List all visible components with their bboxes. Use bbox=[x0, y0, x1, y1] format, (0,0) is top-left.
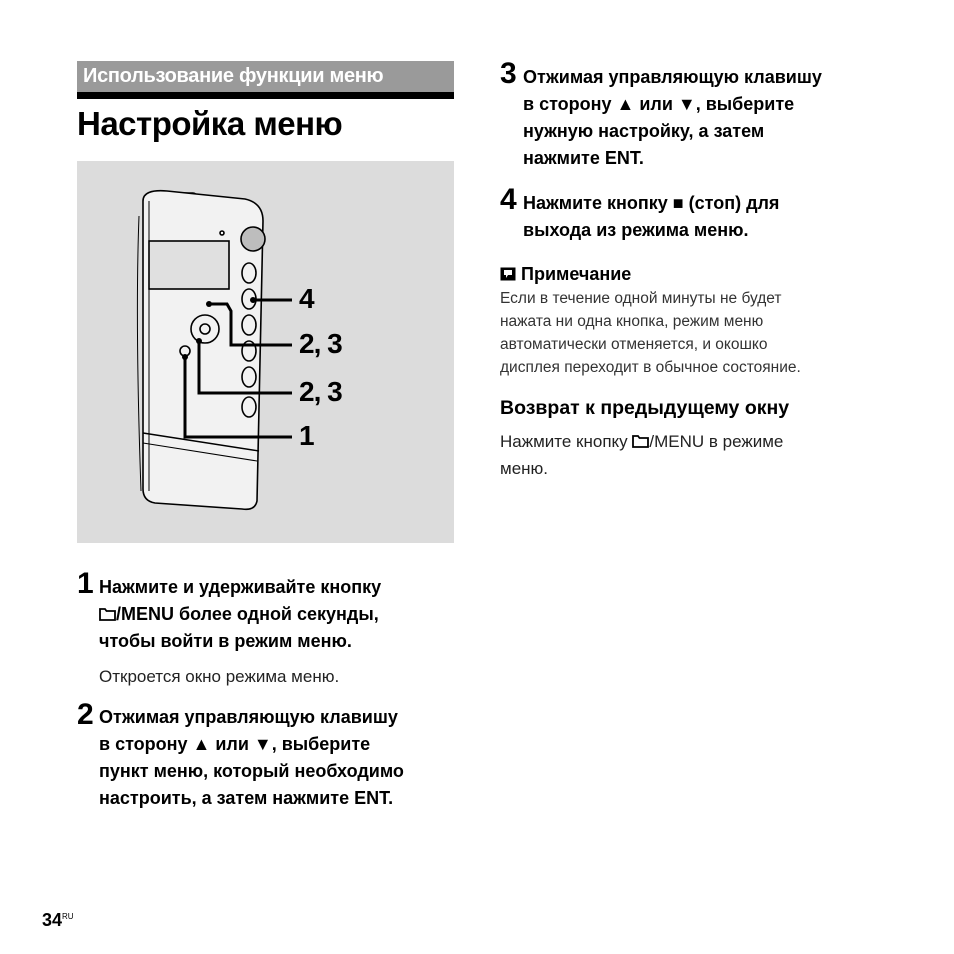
page-number bbox=[42, 910, 74, 931]
note-icon bbox=[500, 267, 516, 281]
note-title-text: Примечание bbox=[521, 264, 632, 284]
return-line-1 bbox=[500, 428, 783, 455]
callout-step-1: 1 bbox=[299, 420, 314, 451]
step-2-line-3: пункт меню, который необходимо bbox=[99, 761, 404, 781]
section-header: Использование функции меню bbox=[83, 65, 384, 87]
step-1-number: 1 bbox=[77, 567, 94, 600]
note-line-4: дисплея переходит в обычное состояние. bbox=[500, 359, 801, 376]
note-line-1: Если в течение одной минуты не будет bbox=[500, 290, 782, 307]
step-4-text bbox=[523, 190, 779, 244]
step-1-line-3: чтобы войти в режим меню. bbox=[99, 631, 352, 651]
step-2-text bbox=[99, 704, 404, 812]
return-line-1-before: Нажмите кнопку bbox=[500, 432, 633, 451]
step-4-number: 4 bbox=[500, 183, 517, 216]
page-title: Настройка меню bbox=[77, 105, 343, 142]
step-1-text bbox=[99, 574, 381, 655]
callout-step-2-3-b: 2, 3 bbox=[299, 376, 342, 407]
step-3-number: 3 bbox=[500, 57, 517, 90]
page-number-value: 34 bbox=[42, 910, 63, 930]
step-3-line-1: Отжимая управляющую клавишу bbox=[523, 67, 822, 87]
step-3-line-2: в сторону ▲ или ▼, выберите bbox=[523, 94, 795, 114]
device-illustration bbox=[77, 161, 454, 543]
step-4-line-1: Нажмите кнопку ■ (стоп) для bbox=[523, 193, 780, 213]
section-header-bar bbox=[77, 61, 454, 99]
note-line-2: нажата ни одна кнопка, режим меню bbox=[500, 313, 764, 330]
step-1-result: Откроется окно режима меню. bbox=[99, 667, 340, 686]
step-4-line-2: выхода из режима меню. bbox=[523, 220, 749, 240]
return-heading: Возврат к предыдущему окну bbox=[500, 397, 790, 419]
step-2-line-4: настроить, а затем нажмите ENT. bbox=[99, 788, 394, 808]
folder-icon bbox=[632, 435, 649, 448]
folder-icon bbox=[99, 608, 116, 621]
return-line-1-after: /MENU в режиме bbox=[649, 432, 784, 451]
step-3-line-3: нужную настройку, а затем bbox=[523, 121, 765, 141]
step-3-text bbox=[523, 64, 822, 172]
step-1-line-2 bbox=[99, 601, 381, 628]
step-2-line-1: Отжимая управляющую клавишу bbox=[99, 707, 398, 727]
callout-step-4: 4 bbox=[299, 283, 314, 314]
return-line-2: меню. bbox=[500, 459, 549, 478]
note-body bbox=[500, 287, 801, 379]
callout-step-2-3-a: 2, 3 bbox=[299, 328, 342, 359]
step-3-line-4: нажмите ENT. bbox=[523, 148, 644, 168]
note-line-3: автоматически отменяется, и окошко bbox=[500, 336, 768, 353]
page-language: RU bbox=[62, 912, 74, 921]
note-title bbox=[500, 264, 631, 285]
step-2-line-2: в сторону ▲ или ▼, выберите bbox=[99, 734, 371, 754]
voice-recorder-drawing bbox=[77, 161, 454, 543]
step-1-line-2-text: /MENU более одной секунды, bbox=[116, 604, 379, 624]
step-2-number: 2 bbox=[77, 698, 94, 731]
step-1-line-1: Нажмите и удерживайте кнопку bbox=[99, 577, 382, 597]
